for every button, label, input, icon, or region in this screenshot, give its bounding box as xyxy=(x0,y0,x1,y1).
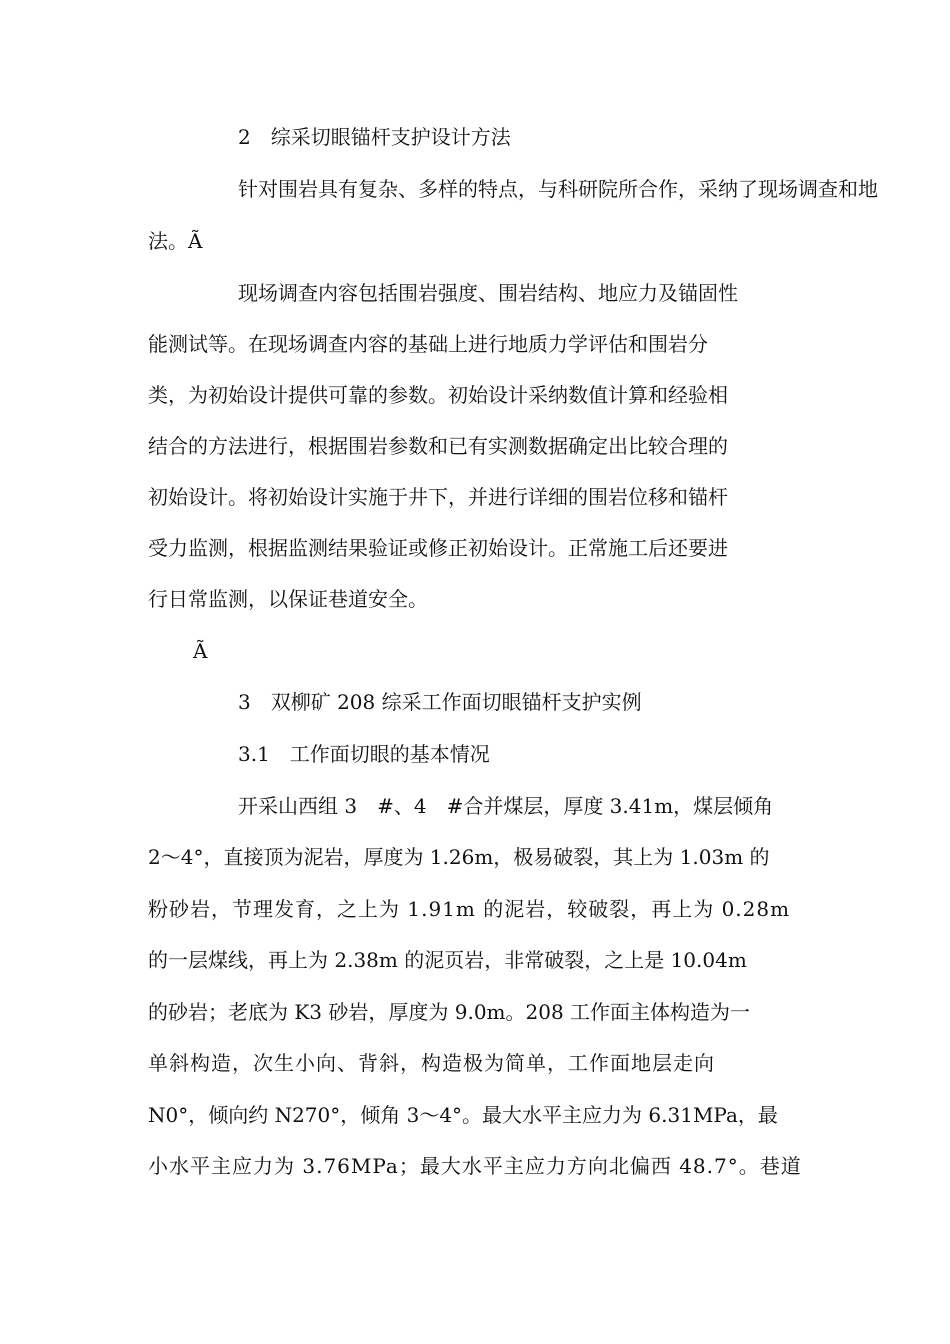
section-2-heading: 2 综采切眼锚杆支护设计方法 xyxy=(238,125,511,149)
paragraph-line: 小水平主应力为 3.76MPa；最大水平主应力方向北偏西 48.7°。巷道 xyxy=(148,1154,802,1178)
paragraph-line: 2～4°，直接顶为泥岩，厚度为 1.26m，极易破裂，其上为 1.03m 的 xyxy=(148,845,770,869)
paragraph-line: 粉砂岩，节理发育，之上为 1.91m 的泥岩，较破裂，再上为 0.28m xyxy=(148,897,791,921)
section-3-1-heading: 3.1 工作面切眼的基本情况 xyxy=(238,742,490,766)
paragraph-line: 单斜构造，次生小向、背斜，构造极为简单，工作面地层走向 xyxy=(148,1051,715,1075)
paragraph-line: N0°，倾向约 N270°，倾角 3～4°。最大水平主应力为 6.31MPa，最 xyxy=(148,1103,778,1127)
paragraph-line: 的砂岩；老底为 K3 砂岩，厚度为 9.0m。208 工作面主体构造为一 xyxy=(148,1000,751,1024)
stray-mark: Ã xyxy=(193,639,208,663)
section-2-intro-line: 法。Ã xyxy=(148,229,203,253)
section-3-heading: 3 双柳矿 208 综采工作面切眼锚杆支护实例 xyxy=(238,690,642,714)
paragraph-line: 开采山西组 3 #、4 #合并煤层，厚度 3.41m，煤层倾角 xyxy=(238,794,774,818)
paragraph-line: 现场调查内容包括围岩强度、围岩结构、地应力及锚固性 xyxy=(238,281,738,305)
paragraph-line: 受力监测，根据监测结果验证或修正初始设计。正常施工后还要进 xyxy=(148,536,728,560)
paragraph-line: 结合的方法进行，根据围岩参数和已有实测数据确定出比较合理的 xyxy=(148,434,728,458)
section-2-intro-line: 针对围岩具有复杂、多样的特点，与科研院所合作，采纳了现场调查和地 xyxy=(238,177,878,201)
paragraph-line: 能测试等。在现场调查内容的基础上进行地质力学评估和围岩分 xyxy=(148,332,708,356)
paragraph-line: 的一层煤线，再上为 2.38m 的泥页岩，非常破裂，之上是 10.04m xyxy=(148,948,747,972)
paragraph-line: 行日常监测，以保证巷道安全。 xyxy=(148,587,428,611)
paragraph-line: 类，为初始设计提供可靠的参数。初始设计采纳数值计算和经验相 xyxy=(148,383,728,407)
paragraph-line: 初始设计。将初始设计实施于井下，并进行详细的围岩位移和锚杆 xyxy=(148,485,728,509)
